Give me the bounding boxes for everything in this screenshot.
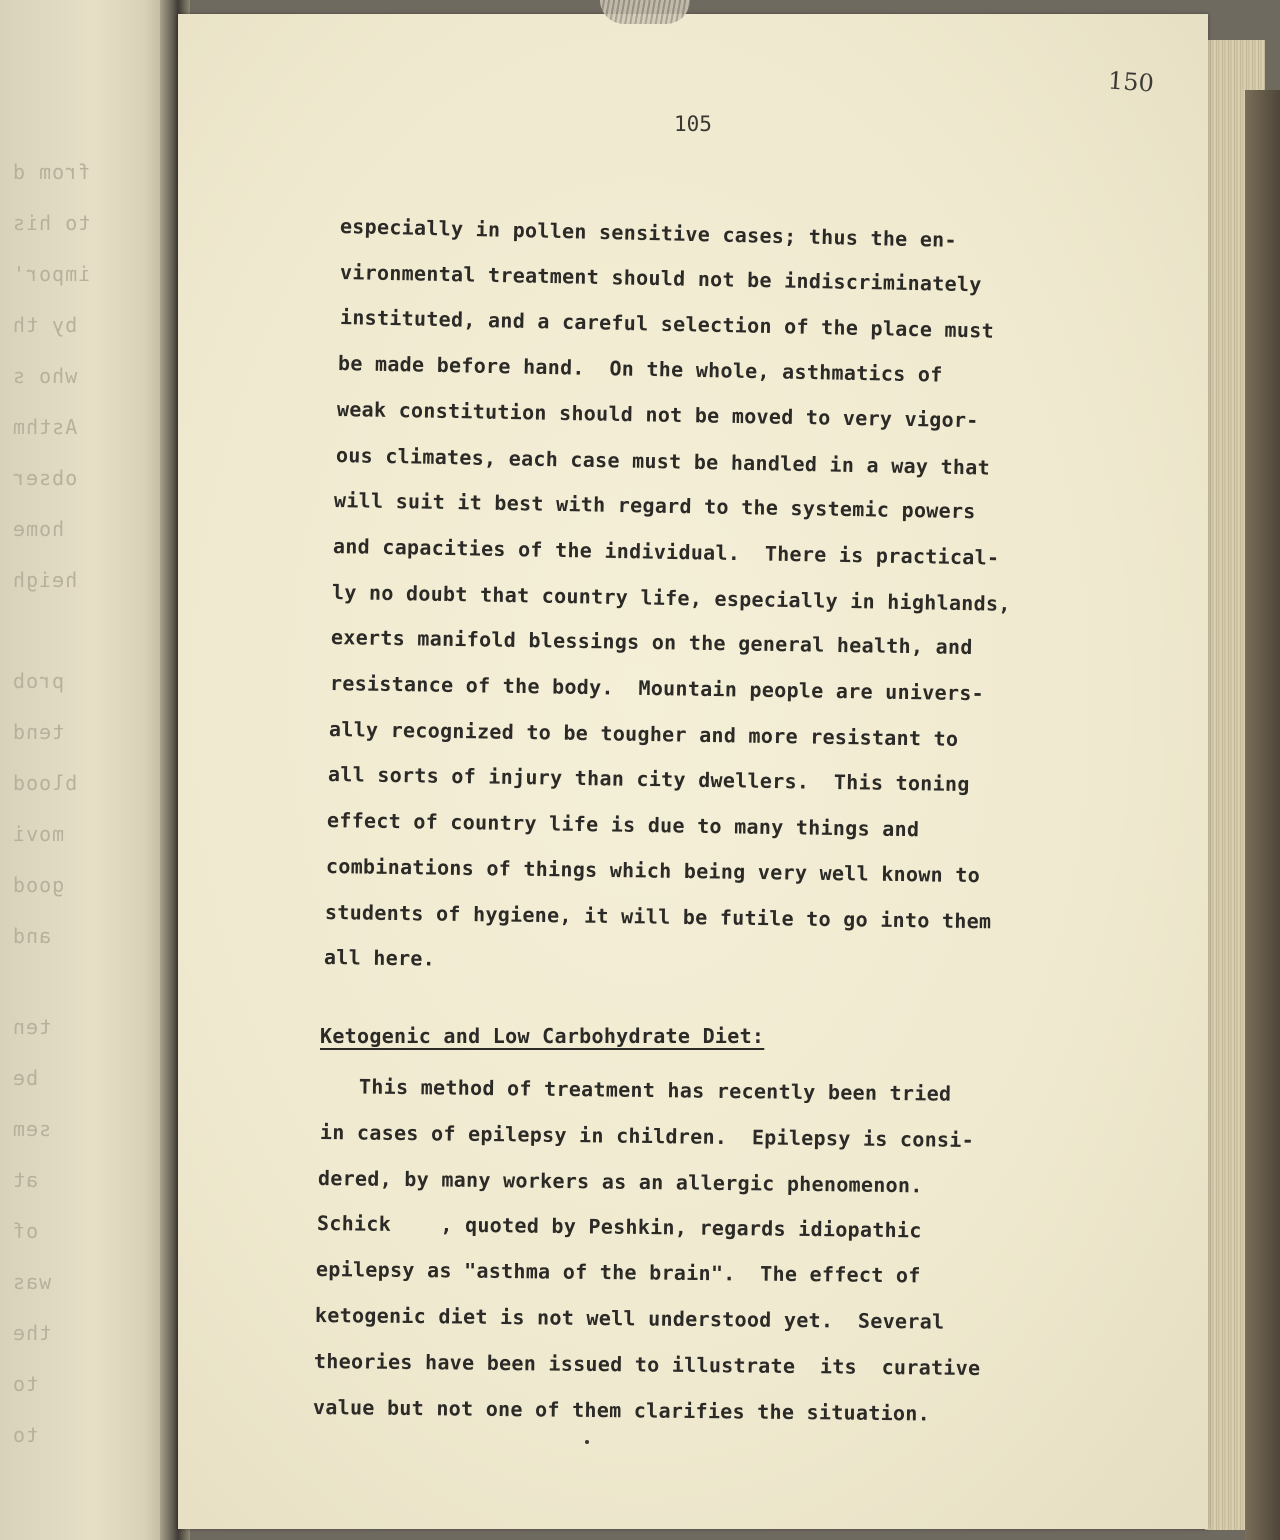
text-line: especially in pollen sensitive cases; thus the en- [339,214,958,252]
text-line: ly no doubt that country life, especially in highlands, [331,579,1011,616]
bleed-through-fragment: to [12,1423,39,1447]
text-line: all sorts of injury than city dwellers. This toning [327,762,970,797]
bleed-through-fragment: the [12,1321,52,1345]
book-binding [1245,90,1280,1540]
text-line: Schick , quoted by Peshkin, regards idiopathic [316,1211,922,1243]
text-line: all here. [323,945,436,971]
bleed-through-fragment: tend [12,720,65,744]
bleed-through-fragment: impor' [12,262,91,286]
text-line: and capacities of the individual. There is practical- [332,533,1000,570]
bleed-through-fragment: and [12,924,52,948]
page-number: 105 [674,112,712,136]
text-line: vironmental treatment should not be indiscriminately [339,259,982,297]
bleed-through-fragment: heigh [12,568,78,592]
bleed-through-fragment: by th [12,313,78,337]
binding-thread [600,0,690,24]
bleed-through-fragment: blood [12,771,78,795]
bleed-through-fragment: prob [12,669,65,693]
text-line: instituted, and a careful selection of the place must [339,305,995,344]
text-line: students of hygiene, it will be futile to go into them [324,899,992,933]
text-line: effect of country life is due to many things and [326,808,920,842]
text-line: This method of treatment has recently been tried [321,1074,952,1106]
text-line: epilepsy as "asthma of the brain". The effect of [315,1257,921,1288]
bleed-through-fragment: to his [12,211,91,235]
text-line: ally recognized to be tougher and more resistant to [328,716,959,751]
section-heading: Ketogenic and Low Carbohydrate Diet: [320,1024,765,1048]
bleed-through-fragment: who s [12,364,78,388]
bleed-through-fragment: ten [12,1015,52,1039]
bleed-through-fragment: good [12,873,65,897]
bleed-through-fragment: of [12,1219,39,1243]
page-mark [585,1440,589,1444]
text-line: value but not one of them clarifies the situation. [312,1394,931,1426]
bleed-through-fragment: be [12,1066,39,1090]
text-line: resistance of the body. Mountain people are univers- [329,671,985,706]
text-line: weak constitution should not be moved to very vigor- [336,396,979,432]
text-line: dered, by many workers as an allergic phenomenon. [317,1165,923,1197]
text-line: theories have been issued to illustrate its curative [313,1348,981,1380]
bleed-through-fragment: at [12,1168,39,1192]
handwritten-folio-number: 150 [1107,66,1155,98]
bleed-through-fragment: Asthm [12,415,78,439]
text-line: combinations of things which being very well known to [325,853,981,887]
text-line: in cases of epilepsy in children. Epilepsy is consi- [319,1119,975,1152]
bleed-through-fragment: obser [12,466,78,490]
text-line: ketogenic diet is not well understood yet. Several [314,1303,945,1334]
bleed-through-fragment: movi [12,822,65,846]
text-line: will suit it best with regard to the systemic powers [333,488,976,524]
text-line: be made before hand. On the whole, asthmatics of [337,351,943,387]
bleed-through-fragment: sem [12,1117,52,1141]
bleed-through-fragment: home [12,517,65,541]
bleed-through-fragment: from d [12,160,91,184]
bleed-through-fragment: was [12,1270,52,1294]
text-line: ous climates, each case must be handled in a way that [335,442,991,480]
text-line: exerts manifold blessings on the general health, and [330,625,973,660]
bleed-through-fragment: to [12,1372,39,1396]
